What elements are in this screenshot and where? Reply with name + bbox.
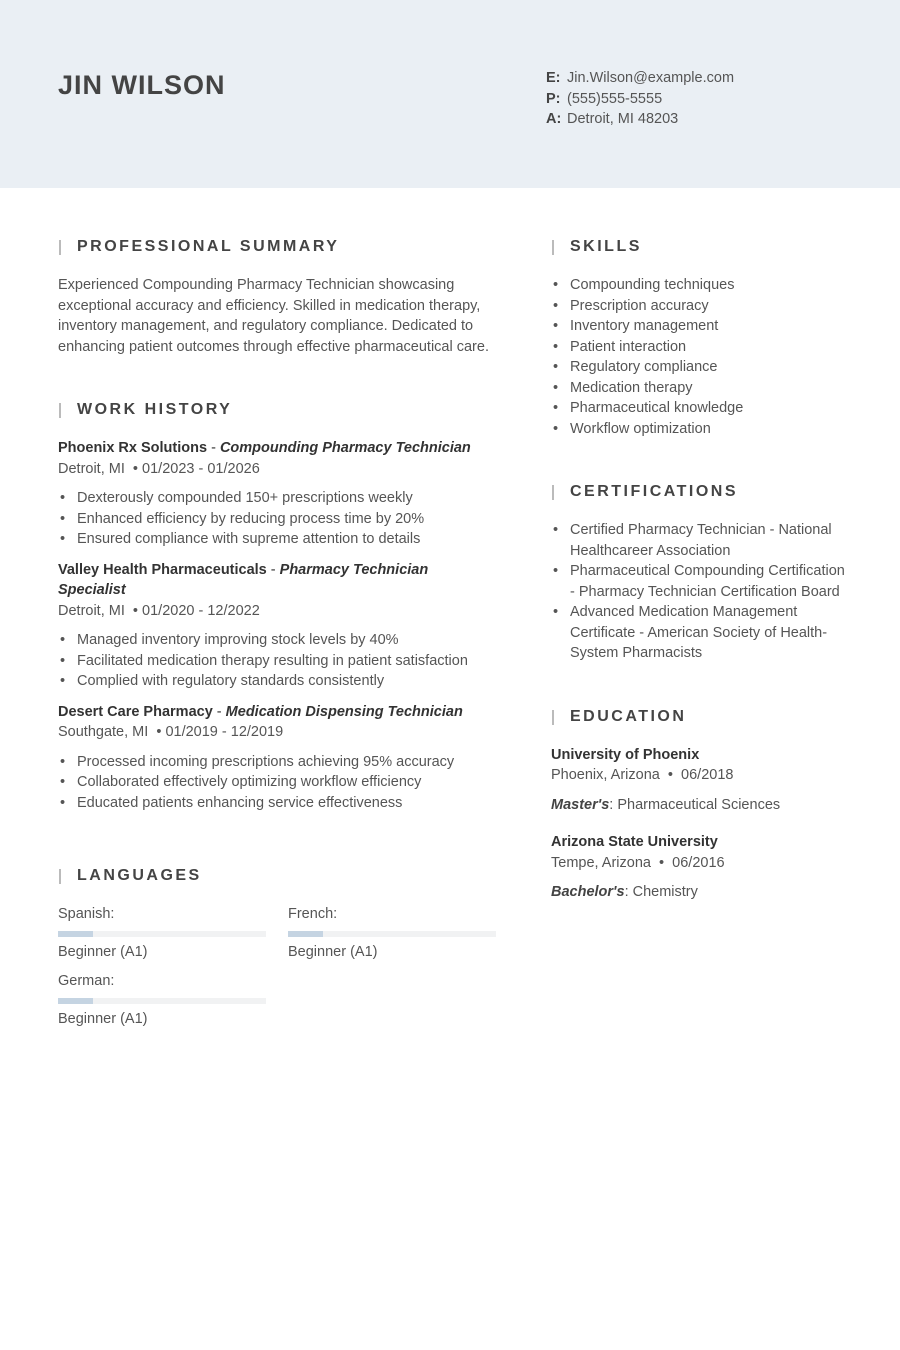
job-entry: Phoenix Rx Solutions - Compounding Pharmacy Technician Detroit, MI • 01/2023 - 01/2026 • Dexterously compounded 150+ prescriptions weekly • Enhanced efficiency by reducing process time by 20% • Ensured compliance with supreme attention to details: [58, 438, 498, 550]
date: 06/2018: [681, 767, 734, 783]
email-label: E:: [546, 70, 561, 86]
proficiency-bar: [288, 931, 496, 937]
field: Chemistry: [632, 884, 698, 900]
address-label: A:: [546, 111, 562, 127]
certification-item: • Certified Pharmacy Technician - National Healthcareer Association: [551, 520, 851, 561]
proficiency-fill: [58, 931, 93, 937]
header: [0, 0, 900, 188]
certifications-section: [551, 481, 851, 664]
skill-item: • Patient interaction: [551, 337, 851, 358]
certification-item: • Pharmaceutical Compounding Certification - Pharmacy Technician Certification Board: [551, 561, 851, 602]
work-section: [58, 399, 498, 813]
section-heading: WORK HISTORY: [58, 399, 498, 421]
company: Desert Care Pharmacy: [58, 703, 213, 720]
language-item: [288, 904, 496, 962]
dates: 01/2023 - 01/2026: [142, 460, 260, 477]
proficiency-fill: [58, 998, 93, 1004]
contact-info: [546, 68, 734, 130]
list-item: • Facilitated medication therapy resulting in patient satisfaction: [58, 651, 498, 672]
proficiency-bar: [58, 998, 266, 1004]
education-section: [551, 706, 851, 903]
list-item: • Managed inventory improving stock levels by 40%: [58, 630, 498, 651]
skill-item: • Inventory management: [551, 316, 851, 337]
list-item: • Processed incoming prescriptions achieving 95% accuracy: [58, 752, 498, 773]
language-name: Spanish:: [58, 906, 115, 922]
candidate-name: JIN WILSON: [58, 70, 226, 100]
language-level: Beginner (A1): [288, 943, 378, 960]
location: Phoenix, Arizona: [551, 767, 660, 783]
language-level: Beginner (A1): [58, 943, 148, 960]
skill-item: • Prescription accuracy: [551, 296, 851, 317]
list-item: • Enhanced efficiency by reducing process time by 20%: [58, 509, 498, 530]
location: Detroit, MI: [58, 460, 125, 477]
dates: 01/2019 - 12/2019: [165, 724, 284, 740]
skill-item: • Medication therapy: [551, 378, 851, 399]
list-item: • Complied with regulatory standards consistently: [58, 671, 498, 692]
job-title: Compounding Pharmacy Technician: [219, 440, 471, 456]
list-item: • Collaborated effectively optimizing workflow efficiency: [58, 772, 498, 793]
language-item: [58, 971, 266, 1029]
phone: (555)555-5555: [567, 90, 663, 107]
location: Tempe, Arizona: [551, 854, 651, 871]
company: Phoenix Rx Solutions: [58, 440, 208, 456]
section-heading: LANGUAGES: [58, 865, 498, 887]
languages-section: [58, 865, 498, 1029]
degree: Master's: [551, 796, 610, 813]
language-name: German:: [58, 973, 115, 989]
date: 06/2016: [672, 854, 725, 871]
certification-item: • Advanced Medication Management Certificate - American Society of Health-System Pharmacists: [551, 602, 851, 664]
address: Detroit, MI 48203: [567, 111, 679, 127]
left-column: [58, 236, 498, 1071]
field: Pharmaceutical Sciences: [617, 796, 781, 813]
proficiency-bar: [58, 931, 266, 937]
phone-label: P:: [546, 90, 561, 107]
summary-section: [58, 236, 498, 357]
job-entry: Desert Care Pharmacy - Medication Dispensing Technician Southgate, MI • 01/2019 - 12/2019 • Processed incoming prescriptions achieving 95% accuracy • Collaborated effectively optimizing workflow efficiency • Educated patients enhancing service effectiveness: [58, 702, 498, 814]
language-name: French:: [288, 906, 338, 922]
summary-text: Experienced Compounding Pharmacy Technician showcasing exceptional accuracy and efficiency. Skilled in medication therapy, inventory management, and regulatory compliance. Dedicated to enhancing patient outcomes through effective pharmaceutical care.: [58, 277, 489, 355]
language-level: Beginner (A1): [58, 1010, 148, 1027]
skill-item: • Regulatory compliance: [551, 357, 851, 378]
section-heading: PROFESSIONAL SUMMARY: [58, 236, 498, 258]
right-column: [551, 236, 851, 945]
section-heading: SKILLS: [551, 236, 851, 258]
education-entry: Arizona State University Tempe, Arizona • 06/2016 Bachelor's: Chemistry: [551, 832, 851, 903]
section-heading: EDUCATION: [551, 706, 851, 728]
proficiency-fill: [288, 931, 323, 937]
list-item: • Dexterously compounded 150+ prescriptions weekly: [58, 488, 498, 509]
school: Arizona State University: [551, 834, 718, 850]
location: Southgate, MI: [58, 724, 149, 740]
section-heading: CERTIFICATIONS: [551, 481, 851, 503]
dates: 01/2020 - 12/2022: [142, 602, 260, 619]
job-title: Pharmacy Technician Specialist: [58, 561, 429, 598]
school: University of Phoenix: [551, 746, 700, 763]
job-title: Medication Dispensing Technician: [225, 703, 463, 720]
skills-section: [551, 236, 851, 439]
skill-item: • Pharmaceutical knowledge: [551, 398, 851, 419]
list-item: • Educated patients enhancing service effectiveness: [58, 793, 498, 814]
language-item: [58, 904, 266, 962]
skill-item: • Compounding techniques: [551, 275, 851, 296]
degree: Bachelor's: [551, 884, 625, 900]
job-entry: Valley Health Pharmaceuticals - Pharmacy Technician Specialist Detroit, MI • 01/2020 - 12/2022 • Managed inventory improving stock levels by 40% • Facilitated medication therapy resulting in patient satisfaction • Complied with regulatory standards consistently: [58, 560, 498, 692]
skill-item: • Workflow optimization: [551, 419, 851, 440]
email: Jin.Wilson@example.com: [567, 70, 735, 86]
list-item: • Ensured compliance with supreme attention to details: [58, 529, 498, 550]
company: Valley Health Pharmaceuticals: [58, 561, 267, 578]
location: Detroit, MI: [58, 602, 125, 619]
education-entry: University of Phoenix Phoenix, Arizona • 06/2018 Master's: Pharmaceutical Sciences: [551, 745, 851, 816]
